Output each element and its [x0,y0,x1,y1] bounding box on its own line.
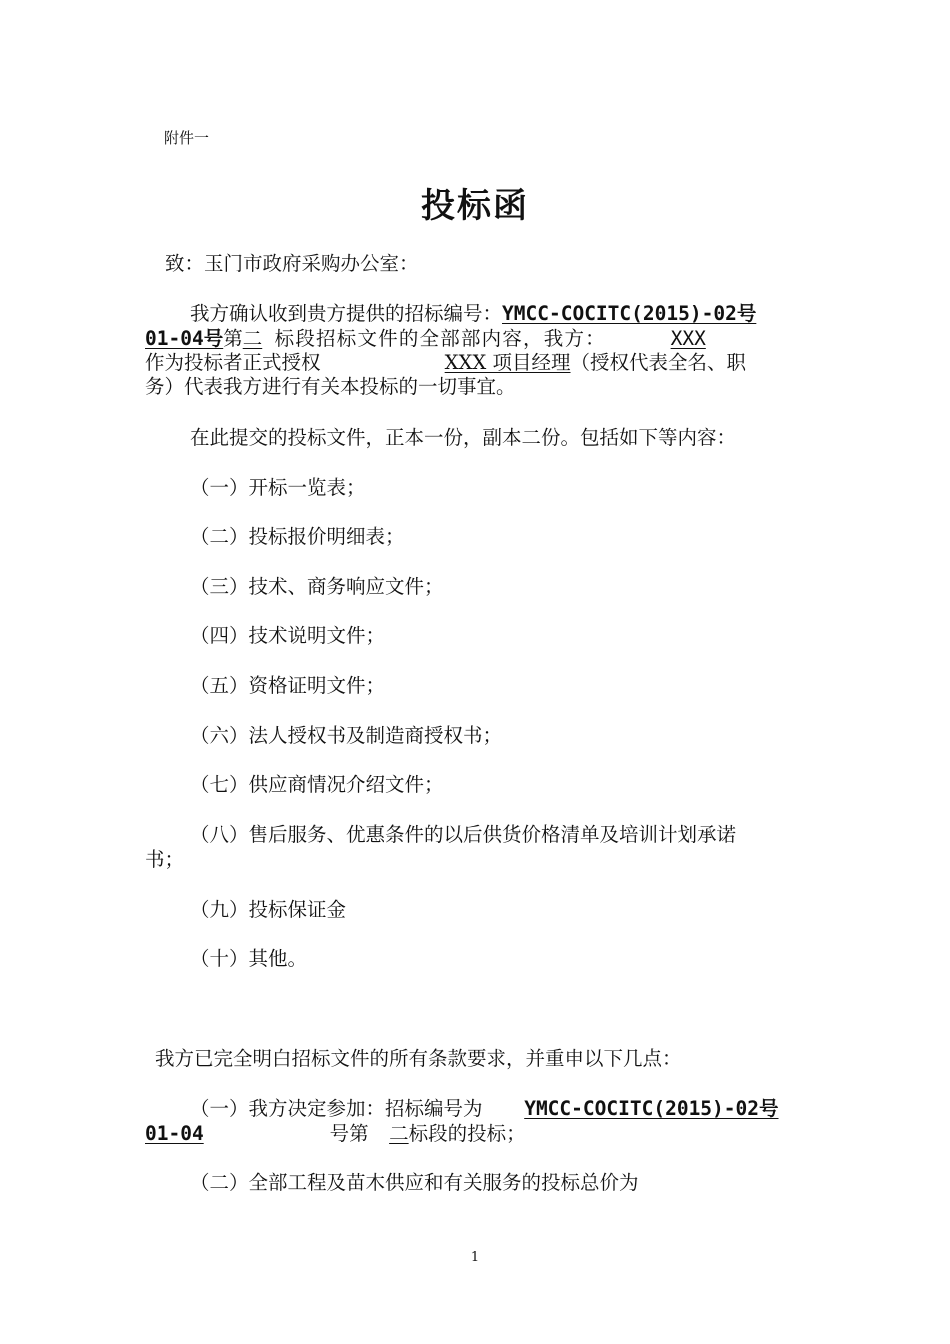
list-item: （五）资格证明文件； [190,674,386,697]
list-item: （九）投标保证金 [190,898,347,921]
representative: XXX 项目经理 [444,351,571,374]
para2: 在此提交的投标文件，正本一份，副本二份。包括如下等内容： [190,426,737,449]
list-item: （三）技术、商务响应文件； [190,575,444,598]
list-item: （八）售后服务、优惠条件的以后供货价格清单及培训计划承诺 [190,823,737,846]
list-item-continuation: 书； [145,848,185,871]
para1-text: （授权代表全名、职 [570,351,747,374]
para1-line2 [145,327,810,351]
para1-line4: 务）代表我方进行有关本投标的一切事宜。 [145,375,516,398]
para3: 我方已完全明白招标文件的所有条款要求，并重申以下几点： [155,1047,682,1070]
list-item: （四）技术说明文件； [190,624,386,647]
list-item: （一）开标一览表； [190,476,366,499]
point1-lot: 二 [389,1122,409,1145]
para1-text: 作为投标者正式授权 [145,351,321,374]
page-number: 1 [470,1250,480,1265]
point1-bid-number: YMCC-COCITC(2015)-02号 [524,1097,779,1120]
list-item: （六）法人授权书及制造商授权书； [190,724,503,747]
point1-line1 [190,1097,855,1121]
attachment-label: 附件一 [164,129,210,147]
lot-number: 二 [242,327,263,350]
list-item: （十）其他。 [190,947,308,970]
point1-line2 [145,1122,810,1146]
point2: （二）全部工程及苗木供应和有关服务的投标总价为 [190,1171,639,1194]
bidder-name: XXX [670,327,706,350]
para1-line1 [190,302,855,326]
list-item: （二）投标报价明细表； [190,525,405,548]
addressee: 致：玉门市政府采购办公室： [165,252,419,275]
list-item: （七）供应商情况介绍文件； [190,773,444,796]
document-title: 投标函 [421,186,529,226]
bid-number: YMCC-COCITC(2015)-02号 [502,302,757,325]
point1-text: （一）我方决定参加：招标编号为 [190,1097,483,1120]
point1-bid-range: 01-04 [145,1122,204,1145]
para1-text: 我方确认收到贵方提供的招标编号： [190,302,503,325]
point1-text: 号第 [329,1122,369,1145]
para1-text: 标段招标文件的全部部内容，我方： [274,327,606,350]
point1-text: 标段的投标； [408,1122,526,1145]
bid-number-range: 01-04号 [145,327,224,350]
para1-text: 第 [223,327,243,350]
para1-line3 [145,351,810,375]
